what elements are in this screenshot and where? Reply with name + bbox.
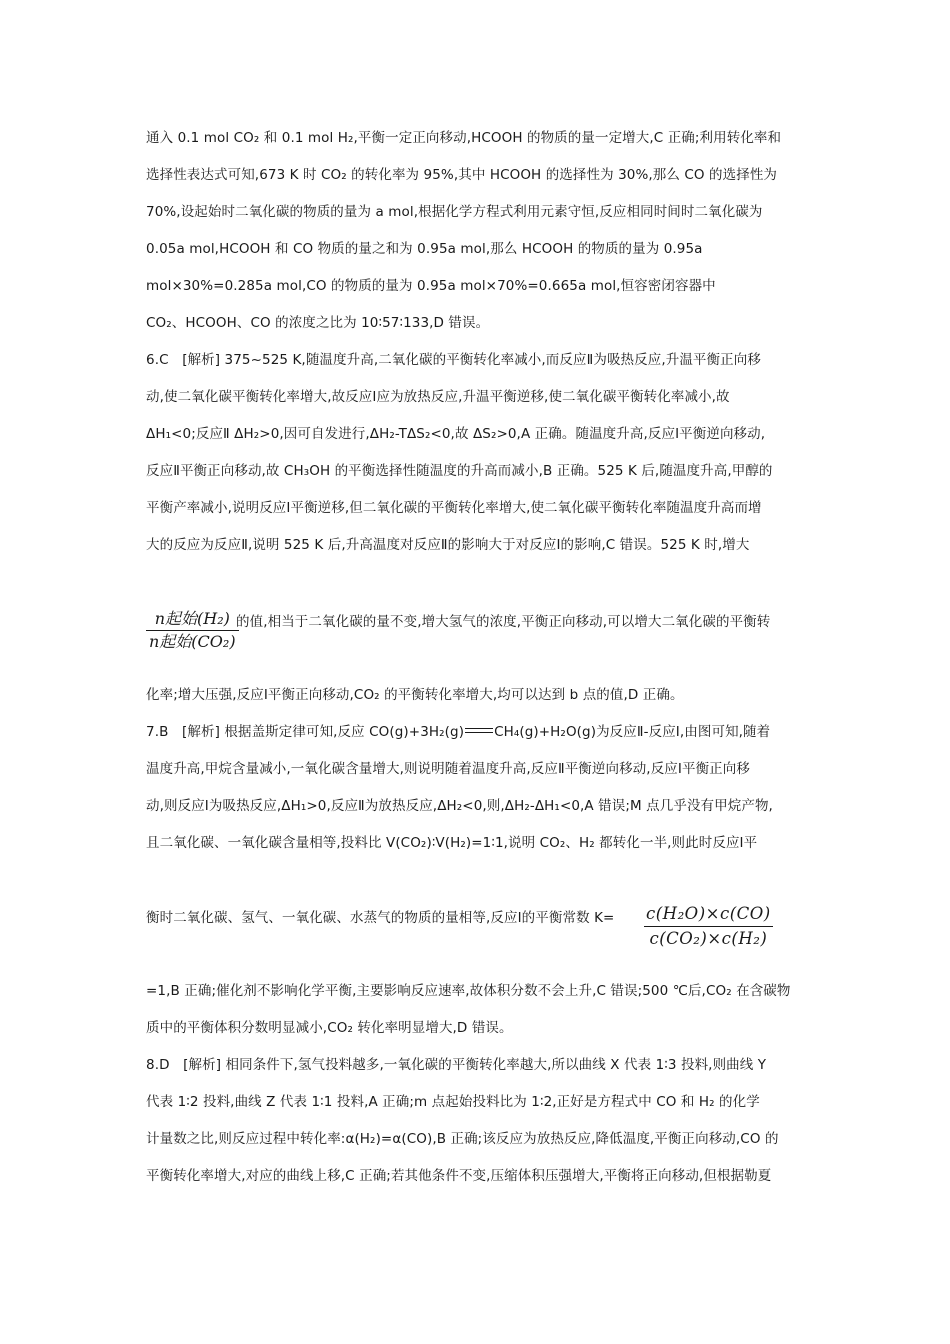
text-line: 反应Ⅱ平衡正向移动,故 CH₃OH 的平衡选择性随温度的升高而减小,B 正确。525 K 后,随温度升高,甲醇的 bbox=[146, 463, 773, 479]
text-line: 平衡产率减小,说明反应Ⅰ平衡逆移,但二氧化碳的平衡转化率增大,使二氧化碳平衡转化率随温度升高而增 bbox=[146, 500, 762, 516]
text-line: =1,B 正确;催化剂不影响化学平衡,主要影响反应速率,故体积分数不会上升,C 错误;500 ℃后,CO₂ 在含碳物 bbox=[146, 983, 791, 999]
text-line: 大的反应为反应Ⅱ,说明 525 K 后,升高温度对反应Ⅱ的影响大于对反应Ⅰ的影响,C 错误。525 K 时,增大 bbox=[146, 537, 750, 553]
reaction-reactants: 7.B [解析] 根据盖斯定律可知,反应 CO(g)+3H₂(g) bbox=[146, 724, 465, 740]
text-line: 且二氧化碳、一氧化碳含量相等,投料比 V(CO₂)∶V(H₂)=1∶1,说明 CO₂、H₂ 都转化一半,则此时反应Ⅰ平 bbox=[146, 835, 758, 851]
reaction-products: CH₄(g)+H₂O(g)为反应Ⅱ-反应Ⅰ,由图可知,随着 bbox=[494, 724, 771, 740]
text-line: 动,则反应Ⅰ为吸热反应,ΔH₁>0,反应Ⅱ为放热反应,ΔH₂<0,则,ΔH₂-ΔH₁<0,A 错误;M 点几乎没有甲烷产物, bbox=[146, 798, 773, 814]
text-line: 通入 0.1 mol CO₂ 和 0.1 mol H₂,平衡一定正向移动,HCOOH 的物质的量一定增大,C 正确;利用转化率和 bbox=[146, 130, 782, 146]
text-line: 的值,相当于二氧化碳的量不变,增大氢气的浓度,平衡正向移动,可以增大二氧化碳的平衡转 bbox=[236, 614, 771, 630]
text-line: ΔH₁<0;反应Ⅱ ΔH₂>0,因可自发进行,ΔH₂-TΔS₂<0,故 ΔS₂>0,A 正确。随温度升高,反应Ⅰ平衡逆向移动, bbox=[146, 426, 766, 442]
text-line: 70%,设起始时二氧化碳的物质的量为 a mol,根据化学方程式利用元素守恒,反应相同时间时二氧化碳为 bbox=[146, 204, 763, 220]
text-line: CO₂、HCOOH、CO 的浓度之比为 10∶57∶133,D 错误。 bbox=[146, 315, 490, 331]
text-line: mol×30%=0.285a mol,CO 的物质的量为 0.95a mol×70%=0.665a mol,恒容密闭容器中 bbox=[146, 278, 716, 294]
text-line: 温度升高,甲烷含量减小,一氧化碳含量增大,则说明随着温度升高,反应Ⅱ平衡逆向移动,反应Ⅰ平衡正向移 bbox=[146, 761, 750, 777]
answer-8-heading-line: 8.D [解析] 相同条件下,氢气投料越多,一氧化碳的平衡转化率越大,所以曲线 X 代表 1∶3 投料,则曲线 Y bbox=[146, 1057, 767, 1073]
equilibrium-constant-fraction bbox=[644, 902, 773, 951]
text-line: 衡时二氧化碳、氢气、一氧化碳、水蒸气的物质的量相等,反应Ⅰ的平衡常数 K= bbox=[146, 910, 615, 926]
text-line: 质中的平衡体积分数明显减小,CO₂ 转化率明显增大,D 错误。 bbox=[146, 1020, 513, 1036]
text-line: 0.05a mol,HCOOH 和 CO 物质的量之和为 0.95a mol,那么 HCOOH 的物质的量为 0.95a bbox=[146, 241, 703, 257]
answer-6-heading-line: 6.C [解析] 375~525 K,随温度升高,二氧化碳的平衡转化率减小,而反应Ⅱ为吸热反应,升温平衡正向移 bbox=[146, 352, 761, 368]
text-line: 选择性表达式可知,673 K 时 CO₂ 的转化率为 95%,其中 HCOOH 的选择性为 30%,那么 CO 的选择性为 bbox=[146, 167, 778, 183]
text-line: 计量数之比,则反应过程中转化率:α(H₂)=α(CO),B 正确;该反应为放热反应,降低温度,平衡正向移动,CO 的 bbox=[146, 1131, 779, 1147]
fraction-denominator: n起始(CO₂) bbox=[149, 632, 236, 651]
text-line: 代表 1∶2 投料,曲线 Z 代表 1∶1 投料,A 正确;m 点起始投料比为 1∶2,正好是方程式中 CO 和 H₂ 的化学 bbox=[146, 1094, 760, 1110]
ratio-fraction bbox=[146, 608, 239, 653]
fraction-numerator: c(H₂O)×c(CO) bbox=[646, 904, 771, 923]
text-line: 化率;增大压强,反应Ⅰ平衡正向移动,CO₂ 的平衡转化率增大,均可以达到 b 点的值,D 正确。 bbox=[146, 687, 684, 703]
fraction-denominator: c(CO₂)×c(H₂) bbox=[649, 929, 768, 948]
answer-7-heading-line bbox=[146, 722, 770, 742]
text-line: 平衡转化率增大,对应的曲线上移,C 正确;若其他条件不变,压缩体积压强增大,平衡将正向移动,但根据勒夏 bbox=[146, 1168, 772, 1184]
text-line: 动,使二氧化碳平衡转化率增大,故反应Ⅰ应为放热反应,升温平衡逆移,使二氧化碳平衡转化率减小,故 bbox=[146, 389, 730, 405]
fraction-numerator: n起始(H₂) bbox=[154, 609, 230, 628]
equilibrium-arrow-icon bbox=[465, 727, 493, 735]
